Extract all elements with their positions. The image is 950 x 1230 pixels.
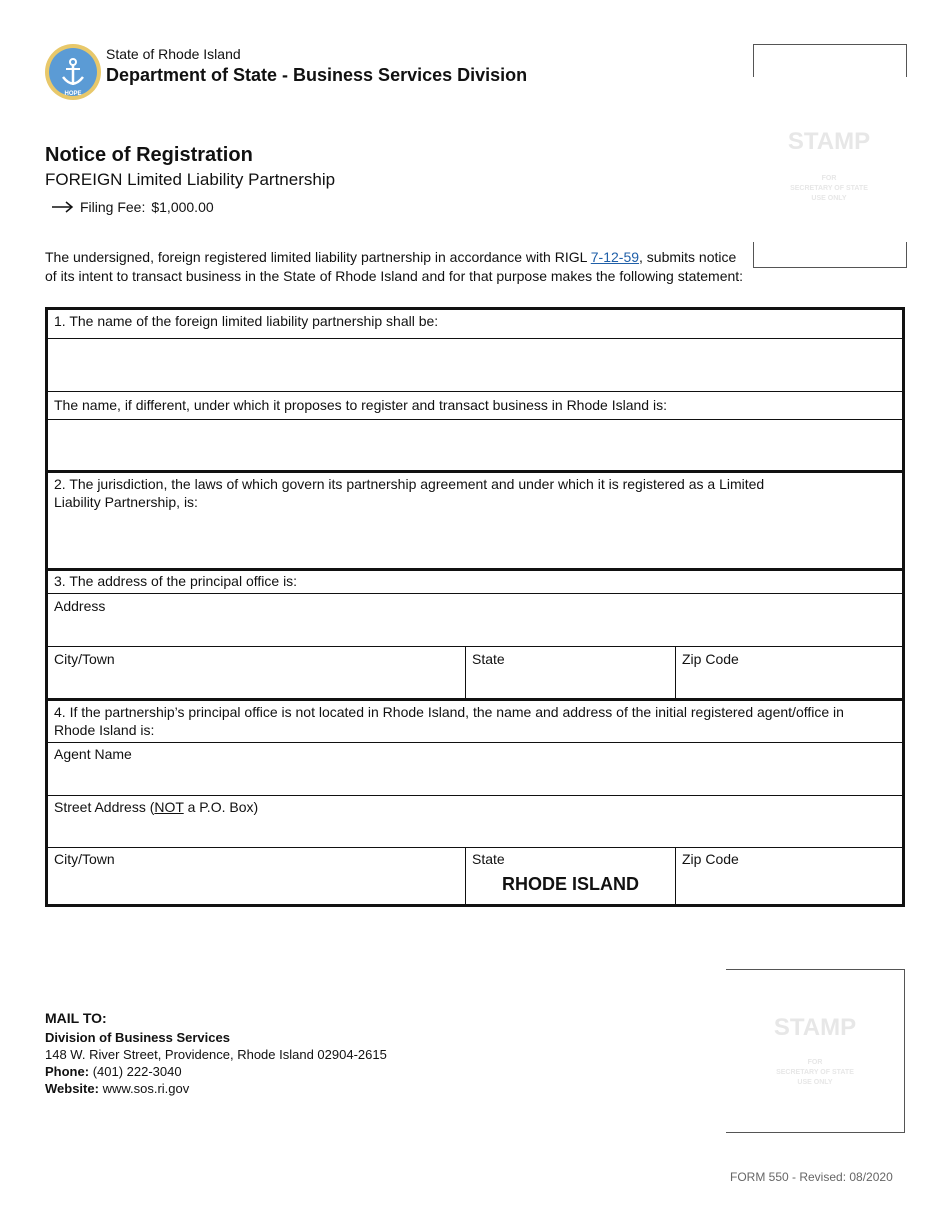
stamp-box-bottom — [753, 242, 907, 268]
q3-row — [48, 571, 902, 594]
stamp-area-lower — [726, 1014, 904, 1088]
street-label-not: NOT — [154, 799, 184, 815]
agent-zip-label: Zip Code — [682, 851, 739, 867]
agent-name-label: Agent Name — [54, 746, 132, 762]
agent-city-field[interactable] — [48, 848, 465, 904]
state-label: State — [472, 651, 505, 667]
phone-label: Phone: — [45, 1064, 90, 1079]
street-address-field[interactable] — [48, 796, 902, 848]
stamp-word: STAMP — [787, 128, 871, 155]
agent-state-field[interactable] — [465, 848, 675, 904]
mail-heading: MAIL TO: — [45, 1010, 107, 1026]
website-value: www.sos.ri.gov — [102, 1081, 190, 1096]
zip-field[interactable] — [675, 647, 902, 698]
zip-label: Zip Code — [682, 651, 739, 667]
filing-fee-label: Filing Fee: — [80, 199, 146, 215]
filing-fee-value: $1,000.00 — [151, 199, 214, 215]
q1b-label: The name, if different, under which it proposes to register and transact business in Rhode Island is: — [54, 397, 667, 413]
rigl-link[interactable]: 7-12-59 — [590, 249, 640, 265]
state-name: State of Rhode Island — [106, 46, 241, 62]
q3-label: 3. The address of the principal office is: — [54, 573, 298, 589]
mail-website — [45, 1080, 387, 1097]
page-subtitle: FOREIGN Limited Liability Partnership — [45, 170, 336, 189]
stamp-area-top — [753, 128, 905, 204]
state-field[interactable] — [465, 647, 675, 698]
mail-division: Division of Business Services — [45, 1030, 230, 1045]
stamp-word: STAMP — [773, 1014, 857, 1041]
stamp-box-top — [753, 44, 907, 77]
q1-row — [48, 310, 902, 339]
stamp-line: SECRETARY OF STATE — [776, 1069, 854, 1076]
partnership-name-field[interactable] — [48, 339, 902, 392]
state-seal-logo — [45, 44, 101, 100]
intro-text: , submits notice of its intent to transact business in the State of Rhode Island and for that purpose makes the following statement: — [45, 249, 744, 284]
stamp-box-lower — [726, 969, 905, 1133]
street-label-text: a P.O. Box) — [183, 799, 259, 815]
agent-state-value: RHODE ISLAND — [501, 874, 639, 894]
stamp-line: FOR — [807, 1059, 823, 1066]
agent-state-label: State — [472, 851, 505, 867]
alternate-name-field[interactable] — [48, 420, 902, 473]
department-name: Department of State - Business Services Division — [106, 65, 528, 85]
website-label: Website: — [45, 1081, 99, 1096]
intro-text: The undersigned, foreign registered limited liability partnership in accordance with RIGL — [45, 249, 591, 265]
mail-to-block — [45, 1010, 387, 1097]
q2-label: 2. The jurisdiction, the laws of which govern its partnership agreement and under which it is registered as a Limited Liability Partnership, is: — [54, 476, 765, 510]
phone-value: (401) 222-3040 — [92, 1064, 182, 1079]
stamp-line: FOR — [821, 175, 837, 182]
mail-address: 148 W. River Street, Providence, Rhode Island 02904-2615 — [45, 1047, 387, 1062]
arrow-right-icon — [52, 201, 74, 213]
mail-phone — [45, 1063, 387, 1080]
agent-city-label: City/Town — [54, 851, 115, 867]
intro-paragraph — [45, 248, 745, 286]
seal-text: HOPE — [64, 91, 82, 97]
q4-label: 4. If the partnership’s principal office is not located in Rhode Island, the name and address of the initial registered agent/office in Rhode Island is: — [54, 704, 844, 738]
city-field[interactable] — [48, 647, 465, 698]
city-label: City/Town — [54, 651, 115, 667]
page-title: Notice of Registration — [45, 144, 253, 166]
q1-label: 1. The name of the foreign limited liability partnership shall be: — [54, 313, 439, 329]
stamp-line: USE ONLY — [811, 195, 847, 202]
street-label-text: Street Address ( — [54, 799, 155, 815]
agent-zip-field[interactable] — [675, 848, 902, 904]
address-label: Address — [54, 598, 106, 614]
city-state-zip-row — [48, 647, 902, 701]
form-number: FORM 550 - Revised: 08/2020 — [730, 1170, 893, 1184]
registration-form — [45, 307, 905, 907]
filing-fee — [52, 199, 214, 215]
q1b-row — [48, 392, 902, 420]
anchor-icon — [61, 58, 85, 88]
address-field[interactable] — [48, 594, 902, 647]
agent-city-state-zip-row — [48, 848, 902, 904]
q4-row — [48, 701, 902, 743]
jurisdiction-field[interactable] — [48, 473, 902, 571]
agent-name-field[interactable] — [48, 743, 902, 796]
stamp-line: SECRETARY OF STATE — [790, 185, 868, 192]
street-address-label — [54, 798, 258, 816]
stamp-line: USE ONLY — [797, 1079, 833, 1086]
